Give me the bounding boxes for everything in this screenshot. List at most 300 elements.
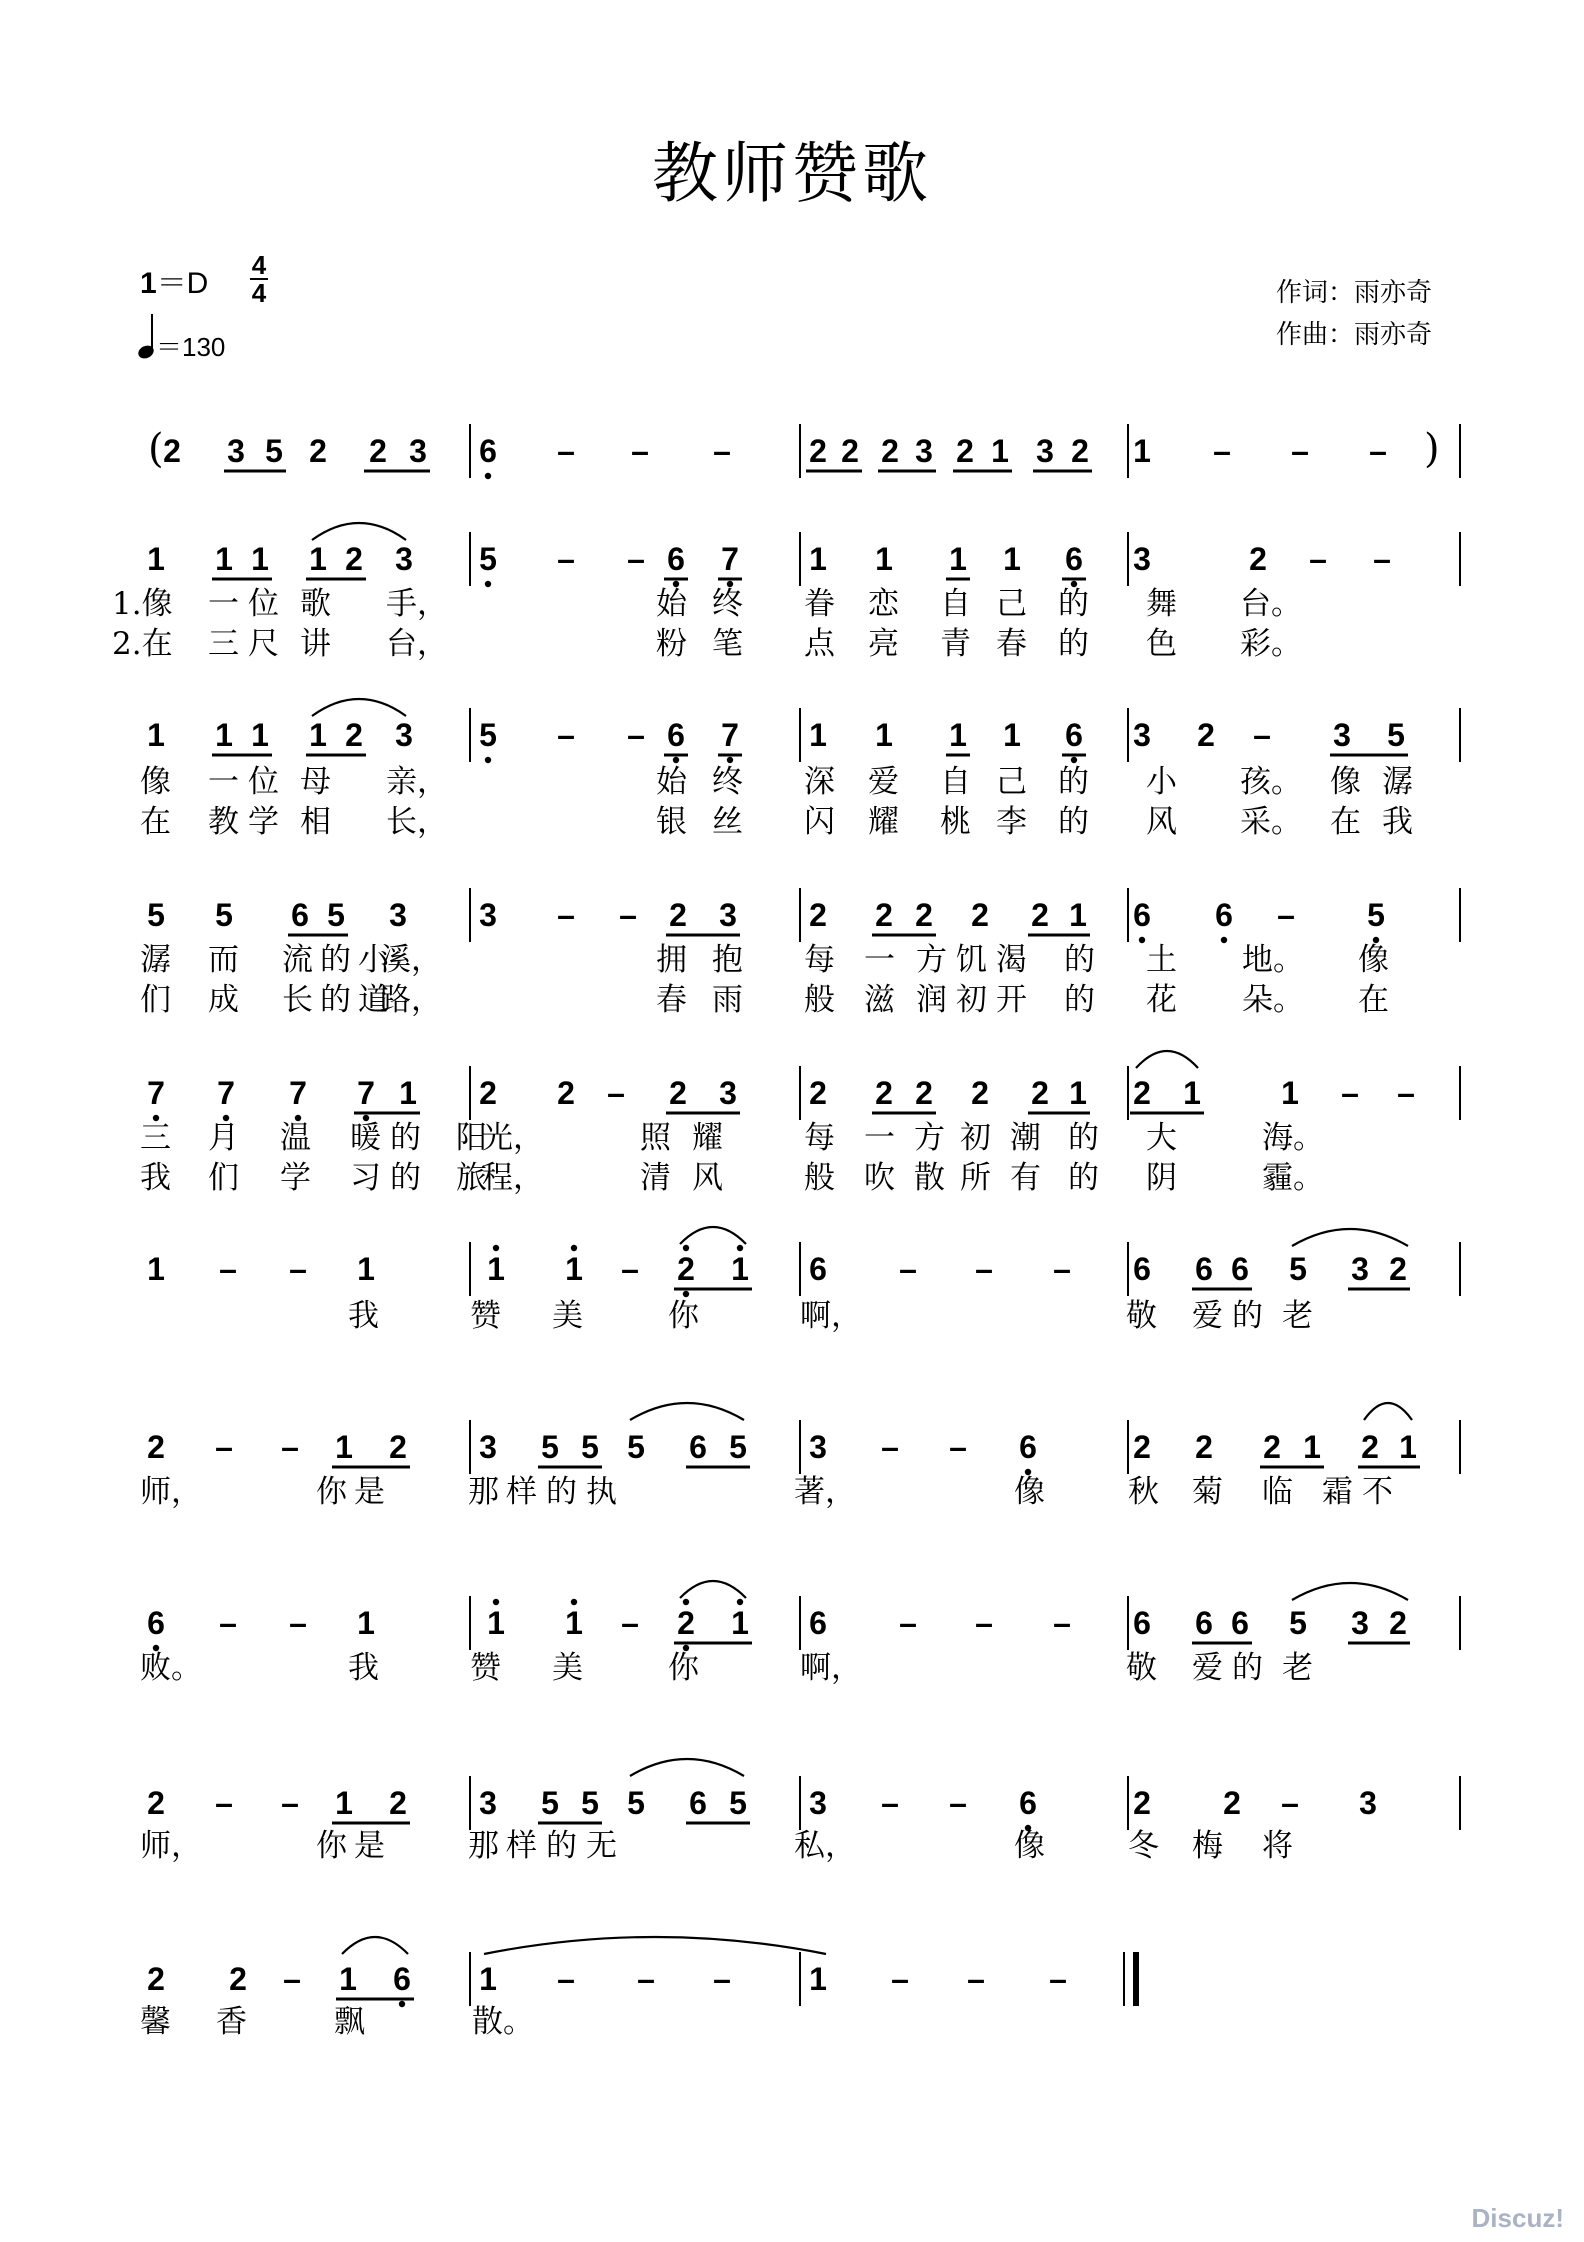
lyric-syllable: 你 [316,1474,347,1510]
lyric-syllable: 习 [350,1160,381,1196]
note-digit: 1 [487,1251,505,1287]
note-digit: 1 [1303,1429,1321,1465]
high-octave-dot [493,1245,499,1251]
lyric-syllable: 赞 [470,1650,501,1686]
note-digit: 5 [581,1429,599,1465]
note-digit: 1 [147,541,165,577]
lyric-syllable: 无 [586,1828,617,1864]
note-digit: 1 [487,1605,505,1641]
lyric-syllable: 将 [1262,1828,1293,1864]
lyric-syllable: 像 [1014,1828,1045,1864]
note-digit: 2 [147,1961,165,1997]
dash-extension: – [557,897,575,933]
dash-extension: – [281,1785,299,1821]
lyric-syllable: 恋 [868,586,899,622]
note-digit: 7 [147,1075,165,1111]
lyric-syllable: 不 [1362,1474,1393,1510]
lyric-syllable: 爱 [1192,1650,1223,1686]
lyric-syllable: 是 [354,1474,385,1510]
lyric-syllable: 手， [386,586,448,622]
note-digit: 2 [479,1075,497,1111]
lyric-syllable: 在 [1358,982,1389,1018]
lyric-syllable: 每 [804,942,835,978]
note-digit: 6 [1065,717,1083,753]
note-digit: 3 [479,1429,497,1465]
note-digit: 3 [395,541,413,577]
lyric-syllable: 温 [280,1120,311,1156]
note-digit: 2 [669,1075,687,1111]
lyric-syllable: 潺 [1382,764,1413,800]
lyric-syllable: 小 [358,942,389,978]
lyric-syllable: 霾。 [1262,1160,1324,1196]
lyric-syllable: 桃 [940,804,971,840]
lyric-syllable: 像 [1330,764,1361,800]
lyric-syllable: 私， [794,1828,856,1864]
lyric-syllable: 春 [656,982,687,1018]
lyric-syllable: 三 [208,626,239,662]
lyric-syllable: 舞 [1146,586,1177,622]
meter-bottom: 4 [251,278,267,308]
lyric-syllable: 散。 [472,2004,534,2040]
note-digit: 5 [627,1785,645,1821]
lyric-syllable: 我 [140,1160,171,1196]
lyric-syllable: 的 [1058,804,1089,840]
note-digit: 3 [479,897,497,933]
low-octave-dot [485,473,491,479]
lyric-syllable: 而 [208,942,239,978]
note-digit: 5 [729,1429,747,1465]
note-digit: 3 [479,1785,497,1821]
lyric-syllable: 梅 [1192,1828,1223,1864]
note-digit: 6 [1231,1605,1249,1641]
lyric-syllable: 照 [640,1120,671,1156]
note-digit: 6 [1133,1251,1151,1287]
dash-extension: – [713,433,731,469]
note-digit: 2 [881,433,899,469]
note-digit: 3 [227,433,245,469]
lyric-syllable: 爱 [868,764,899,800]
note-digit: 2 [1389,1251,1407,1287]
lyric-syllable: 的 [1058,764,1089,800]
lyric-syllable: 你 [316,1828,347,1864]
dash-extension: – [881,1429,899,1465]
slur [312,523,406,540]
note-digit: 5 [1289,1605,1307,1641]
lyric-syllable: 月 [208,1120,239,1156]
dash-extension: – [1049,1961,1067,1997]
lyric-syllable: 样 [506,1828,537,1864]
lyric-syllable: 彩。 [1240,626,1302,662]
note-digit: 2 [875,1075,893,1111]
lyric-syllable: 样 [506,1474,537,1510]
lyric-syllable: 你 [668,1650,699,1686]
note-digit: 2 [677,1251,695,1287]
note-digit: 7 [357,1075,375,1111]
note-digit: 2 [345,541,363,577]
note-digit: 1 [875,717,893,753]
note-digit: 2 [1197,717,1215,753]
note-digit: 5 [265,433,283,469]
note-digit: 1 [731,1251,749,1287]
dash-extension: – [899,1605,917,1641]
note-digit: 1 [1281,1075,1299,1111]
high-octave-dot [571,1599,577,1605]
lyric-syllable: 朵。 [1242,982,1304,1018]
lyric-syllable: 美 [552,1298,583,1334]
slur [1136,1051,1198,1068]
note-digit: 1 [357,1605,375,1641]
dash-extension: – [713,1961,731,1997]
lyric-syllable: 敬 [1126,1298,1157,1334]
note-digit: 2 [1031,897,1049,933]
lyric-syllable: 拥 [656,942,687,978]
dash-extension: – [215,1429,233,1465]
note-digit: 1 [335,1785,353,1821]
slur [1364,1403,1412,1420]
lyric-syllable: 的 [1068,1120,1099,1156]
note-digit: 3 [409,433,427,469]
lyric-syllable: 始 [656,586,687,622]
note-digit: 2 [841,433,859,469]
lyric-syllable: 尺 [248,626,279,662]
note-digit: 2 [1263,1429,1281,1465]
note-digit: 3 [809,1785,827,1821]
note-digit: 6 [1215,897,1233,933]
lyric-syllable: 三 [140,1120,171,1156]
lyric-syllable: 飘 [334,2004,365,2040]
note-digit: 3 [1359,1785,1377,1821]
lyric-syllable: 一 [864,1120,895,1156]
note-digit: 5 [1289,1251,1307,1287]
lyric-syllable: 春 [996,626,1027,662]
note-digit: 7 [721,717,739,753]
dash-extension: – [1053,1605,1071,1641]
note-digit: 6 [393,1961,411,1997]
lyric-syllable: 李 [996,804,1027,840]
high-octave-dot [737,1245,743,1251]
note-digit: 2 [809,1075,827,1111]
lyric-syllable: 每 [804,1120,835,1156]
lyric-syllable: 教 [208,804,239,840]
dash-extension: – [949,1429,967,1465]
note-digit: 1 [215,541,233,577]
note-digit: 1 [809,717,827,753]
lyric-syllable: 阴 [1146,1160,1177,1196]
lyric-syllable: 位 [248,764,279,800]
dash-extension: – [619,897,637,933]
lyric-syllable: 的 [1058,586,1089,622]
high-octave-dot [683,1245,689,1251]
high-octave-dot [737,1599,743,1605]
high-octave-dot [493,1599,499,1605]
high-octave-dot [683,1599,689,1605]
note-digit: 1 [479,1961,497,1997]
dash-extension: – [637,1961,655,1997]
lyric-syllable: 霜 [1322,1474,1353,1510]
lyric-syllable: 花 [1146,982,1177,1018]
note-digit: 2 [915,897,933,933]
note-digit: 7 [289,1075,307,1111]
lyric-syllable: 我 [348,1298,379,1334]
low-octave-dot [1221,937,1227,943]
dash-extension: – [631,433,649,469]
lyric-syllable: 的 [1068,1160,1099,1196]
dash-extension: – [975,1251,993,1287]
dash-extension: – [1281,1785,1299,1821]
lyric-syllable: 丝 [712,804,743,840]
dash-extension: – [1291,433,1309,469]
dash-extension: – [281,1429,299,1465]
lyric-syllable: 母 [300,764,331,800]
dash-extension: – [627,541,645,577]
note-digit: 5 [327,897,345,933]
note-digit: 5 [627,1429,645,1465]
lyric-syllable: 初 [956,982,987,1018]
lyric-syllable: 败。 [140,1650,202,1686]
note-digit: 5 [215,897,233,933]
note-digit: 1 [335,1429,353,1465]
lyric-syllable: 终 [712,764,743,800]
lyric-syllable: 像 [140,764,171,800]
slur [1292,1229,1408,1246]
lyric-syllable: 的 [320,982,351,1018]
note-digit: 1 [875,541,893,577]
lyric-syllable: 菊 [1192,1474,1223,1510]
dash-extension: – [621,1251,639,1287]
lyric-syllable: 孩。 [1240,764,1302,800]
lyric-syllable: 溪， [380,942,442,978]
note-digit: 6 [809,1251,827,1287]
note-digit: 6 [147,1605,165,1641]
note-digit: 3 [915,433,933,469]
note-digit: 3 [809,1429,827,1465]
lyric-syllable: 师， [140,1828,202,1864]
dash-extension: – [621,1605,639,1641]
lyric-syllable: 光， [482,1120,544,1156]
dash-extension: – [975,1605,993,1641]
lyric-syllable: 初 [960,1120,991,1156]
repeat-open-paren: ( [148,426,164,472]
lyric-syllable: 流 [282,942,313,978]
lyric-syllable: 银 [656,804,687,840]
lyric-syllable: 的 [320,942,351,978]
note-digit: 6 [667,541,685,577]
lyric-syllable: 潺 [140,942,171,978]
lyric-syllable: 有 [1010,1160,1041,1196]
note-digit: 5 [147,897,165,933]
lyric-syllable: 一 [864,942,895,978]
note-digit: 3 [1351,1605,1369,1641]
lyric-syllable: 点 [804,626,835,662]
lyric-syllable: 自 [940,586,971,622]
note-digit: 2 [915,1075,933,1111]
note-digit: 6 [1065,541,1083,577]
slur [312,699,406,716]
note-digit: 6 [1195,1605,1213,1641]
lyric-syllable: 渴 [996,942,1027,978]
lyric-syllable: 敬 [1126,1650,1157,1686]
lyric-syllable: 那 [468,1828,499,1864]
dash-extension: – [1309,541,1327,577]
key-eq: ＝D [156,267,209,300]
note-digit: 1 [357,1251,375,1287]
dash-extension: – [891,1961,909,1997]
lyric-syllable: 馨 [140,2004,171,2040]
note-digit: 2 [956,433,974,469]
note-digit: 2 [1031,1075,1049,1111]
lyric-syllable: 般 [804,1160,835,1196]
lyric-syllable: 开 [996,982,1027,1018]
note-digit: 6 [1195,1251,1213,1287]
note-digit: 6 [479,433,497,469]
note-digit: 1 [147,717,165,753]
note-digit: 1 [215,717,233,753]
slur [484,1937,826,1954]
note-digit: 5 [541,1429,559,1465]
lyric-syllable: 老 [1282,1298,1313,1334]
tempo-value: ＝130 [156,332,226,362]
watermark: Discuz! [1471,2203,1564,2233]
lyric-syllable: 相 [300,804,331,840]
dash-extension: – [557,1961,575,1997]
lyric-syllable: 赞 [470,1298,501,1334]
note-digit: 2 [677,1605,695,1641]
dash-extension: – [219,1251,237,1287]
dash-extension: – [1369,433,1387,469]
lyric-syllable: 你 [668,1298,699,1334]
dash-extension: – [881,1785,899,1821]
lyric-syllable: 们 [208,1160,239,1196]
note-digit: 3 [1333,717,1351,753]
note-digit: 3 [389,897,407,933]
lyric-syllable: 采。 [1240,804,1302,840]
lyric-syllable: 的 [1058,626,1089,662]
lyric-syllable: 是 [354,1828,385,1864]
lyric-syllable: 师， [140,1474,202,1510]
lyric-syllable: 般 [804,982,835,1018]
lyric-syllable: 执 [586,1474,617,1510]
lyric-syllable: 风 [1146,804,1177,840]
dash-extension: – [215,1785,233,1821]
note-digit: 1 [147,1251,165,1287]
note-digit: 1 [1183,1075,1201,1111]
lyric-syllable: 的 [390,1160,421,1196]
meter-top: 4 [251,250,267,280]
note-digit: 6 [809,1605,827,1641]
note-digit: 2 [147,1429,165,1465]
repeat-close-paren: ) [1424,426,1440,472]
lyric-syllable: 学 [248,804,279,840]
lyric-syllable: 旅 [456,1160,487,1196]
dash-extension: – [1397,1075,1415,1111]
note-digit: 3 [1351,1251,1369,1287]
note-digit: 1 [991,433,1009,469]
lyric-syllable: 那 [468,1474,499,1510]
song-title: 教师赞歌 [652,135,932,212]
lyric-syllable: 长 [282,982,313,1018]
note-digit: 7 [721,541,739,577]
slur [680,1581,746,1598]
lyric-syllable: 闪 [804,804,835,840]
note-digit: 6 [1019,1785,1037,1821]
lyric-syllable: 1.像 [112,586,173,622]
note-digit: 1 [949,717,967,753]
note-digit: 2 [147,1785,165,1821]
lyric-syllable: 香 [216,2004,247,2040]
lyric-syllable: 程， [482,1160,544,1196]
lyric-syllable: 所 [960,1160,991,1196]
lyric-syllable: 雨 [712,982,743,1018]
lyric-syllable: 道 [358,982,389,1018]
note-digit: 2 [345,717,363,753]
slur [1292,1583,1408,1600]
lyric-syllable: 饥 [956,942,987,978]
dash-extension: – [557,541,575,577]
note-digit: 3 [1036,433,1054,469]
lyric-syllable: 海。 [1262,1120,1324,1156]
lyric-syllable: 地。 [1242,942,1304,978]
dash-extension: – [1277,897,1295,933]
lyric-syllable: 润 [916,982,947,1018]
dash-extension: – [289,1605,307,1641]
lyric-syllable: 一 [208,764,239,800]
note-digit: 1 [565,1251,583,1287]
lyric-syllable: 吹 [864,1160,895,1196]
note-digit: 1 [1069,1075,1087,1111]
lyric-syllable: 老 [1282,1650,1313,1686]
lyric-syllable: 冬 [1128,1828,1159,1864]
lyric-syllable: 抱 [712,942,743,978]
lyric-syllable: 歌 [300,586,331,622]
lyric-syllable: 亮 [868,626,899,662]
note-digit: 7 [217,1075,235,1111]
note-digit: 1 [949,541,967,577]
lyric-syllable: 成 [208,982,239,1018]
dash-extension: – [949,1785,967,1821]
note-digit: 1 [731,1605,749,1641]
note-digit: 3 [395,717,413,753]
note-digit: 2 [971,897,989,933]
note-digit: 2 [1133,1429,1151,1465]
lyric-syllable: 位 [248,586,279,622]
lyric-syllable: 在 [140,804,171,840]
note-digit: 1 [251,717,269,753]
note-digit: 1 [1133,433,1151,469]
note-digit: 2 [163,433,181,469]
lyric-syllable: 我 [348,1650,379,1686]
note-digit: 1 [1399,1429,1417,1465]
lyric-syllable: 始 [656,764,687,800]
lyric-syllable: 秋 [1128,1474,1159,1510]
note-digit: 3 [1133,541,1151,577]
note-digit: 5 [479,717,497,753]
lyric-syllable: 大 [1146,1120,1177,1156]
note-digit: 2 [1133,1785,1151,1821]
dash-extension: – [899,1251,917,1287]
lyric-syllable: 己 [996,586,1027,622]
note-digit: 5 [581,1785,599,1821]
lyric-syllable: 土 [1146,942,1177,978]
note-digit: 6 [291,897,309,933]
lyric-syllable: 青 [940,626,971,662]
low-octave-dot [485,581,491,587]
note-digit: 1 [565,1605,583,1641]
lyric-syllable: 像 [1358,942,1389,978]
lyricist: 作词：雨亦奇 [1276,278,1433,308]
lyric-syllable: 的 [1064,982,1095,1018]
note-digit: 2 [389,1429,407,1465]
lyric-syllable: 台。 [1240,586,1302,622]
